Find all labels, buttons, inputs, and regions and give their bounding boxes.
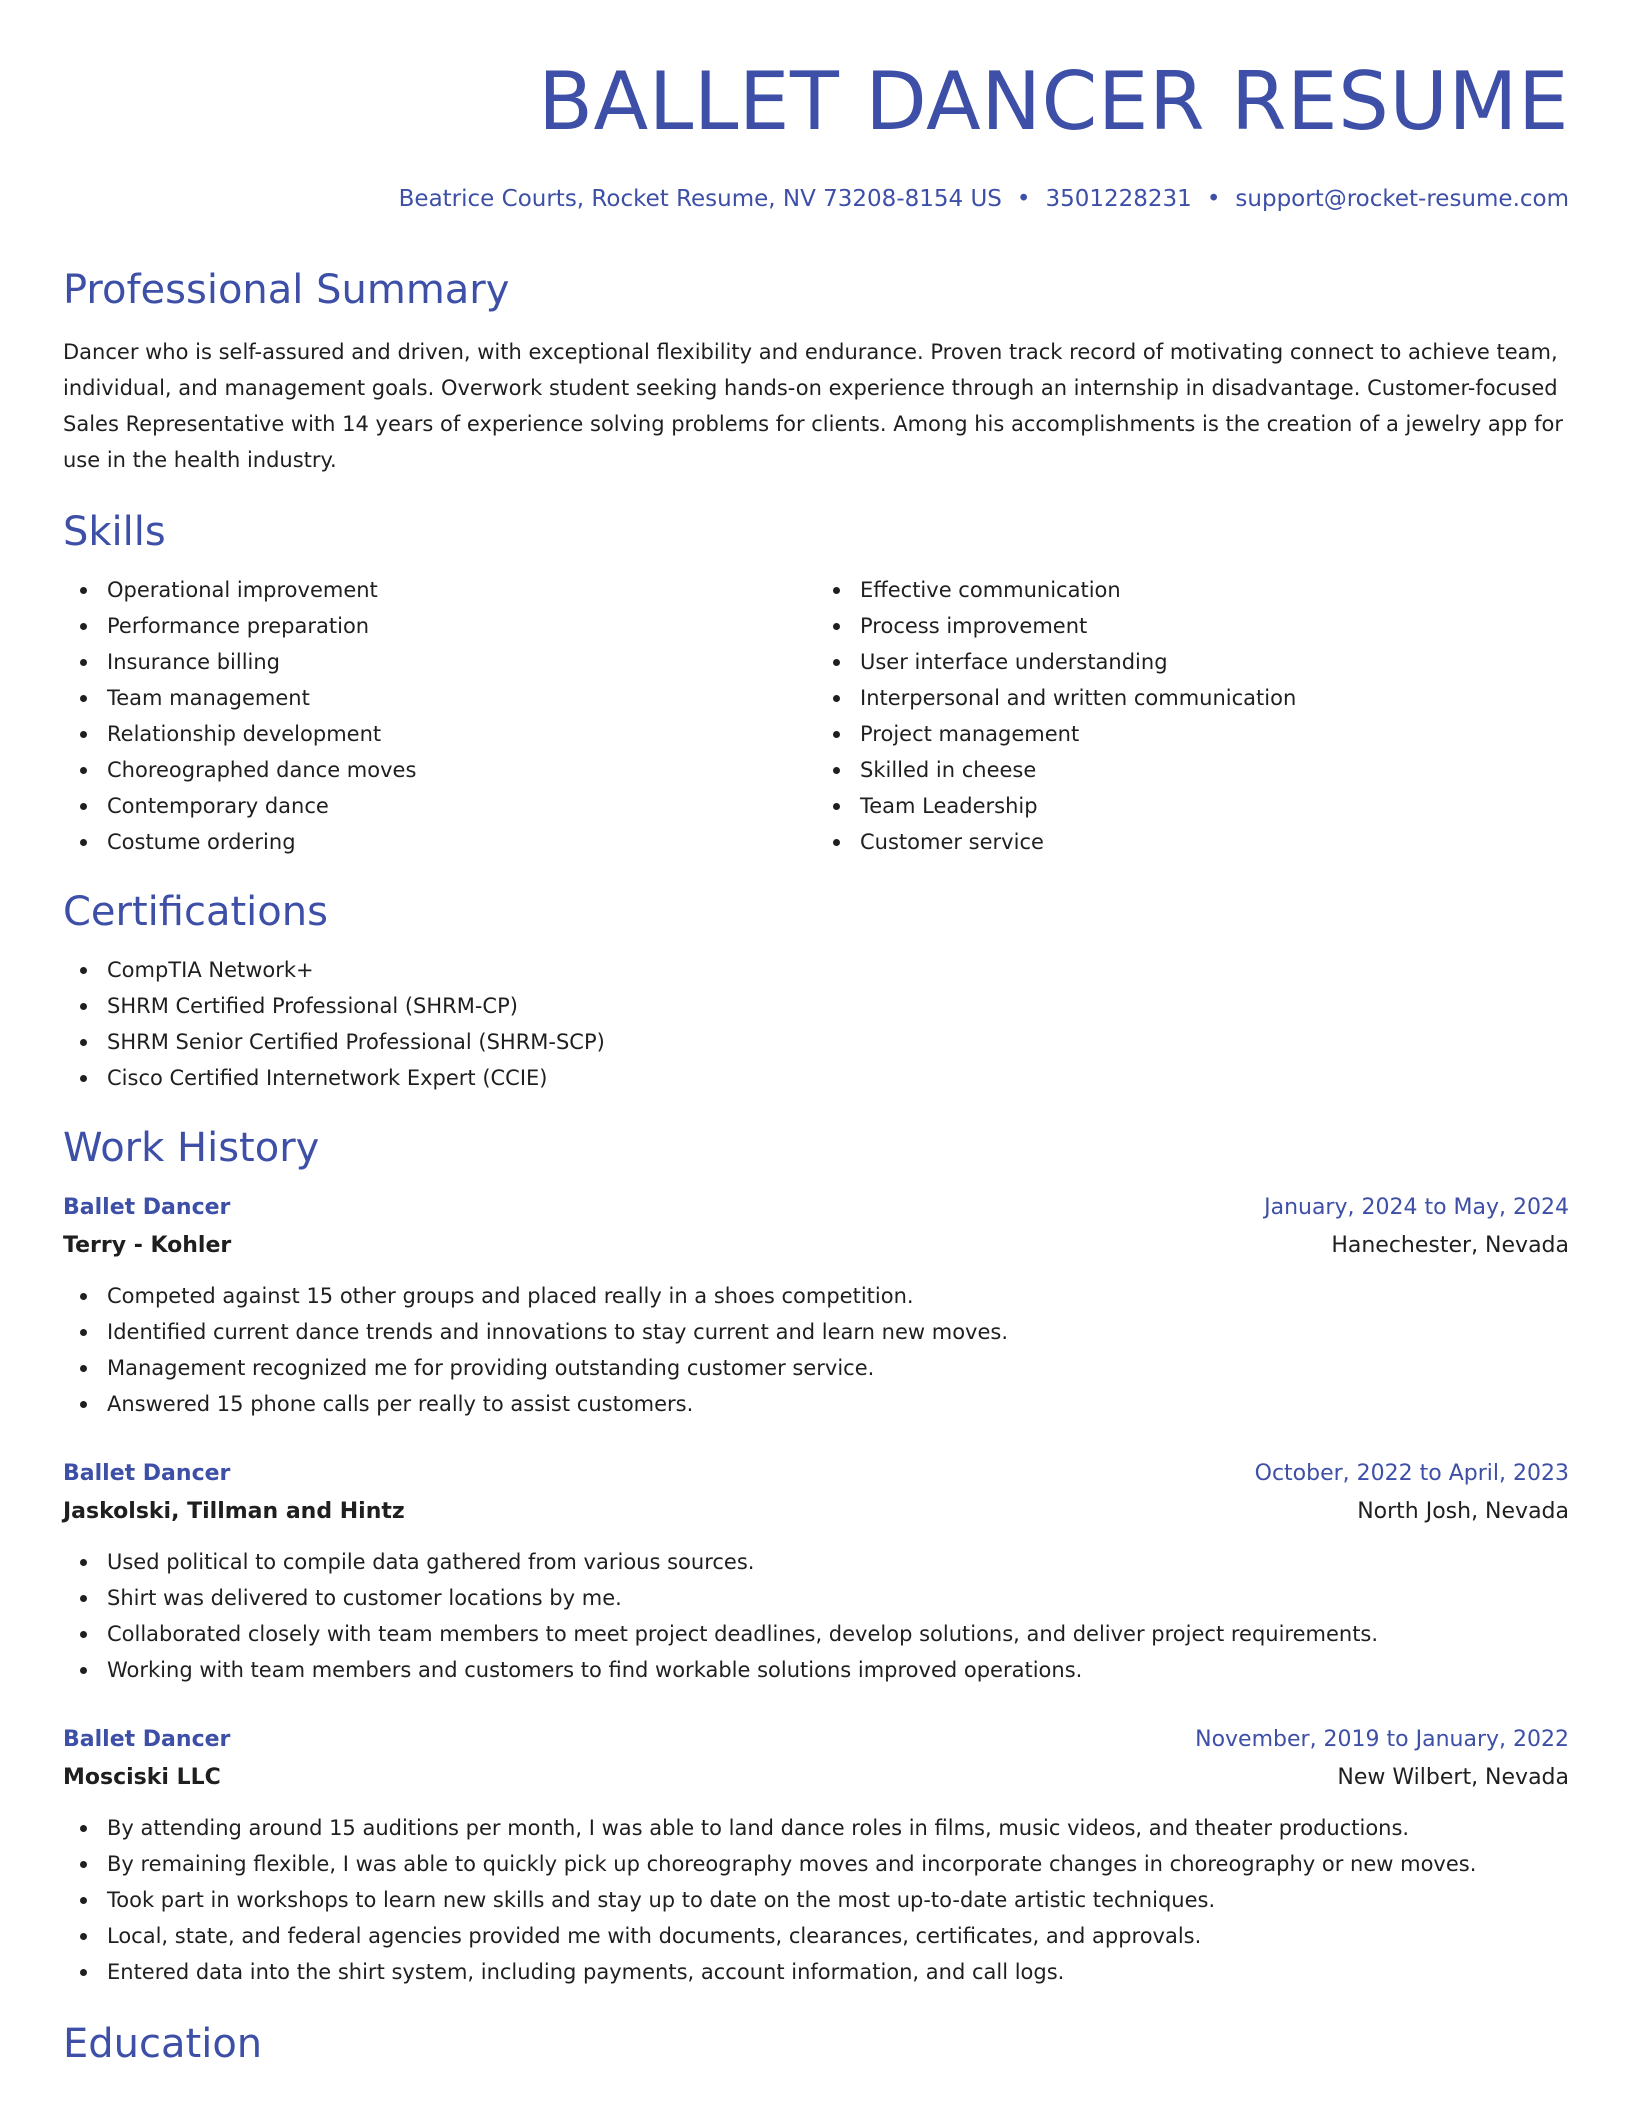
job-bullet: By attending around 15 auditions per month, I was able to land dance roles in films, music videos, and theater productions. bbox=[63, 1810, 1569, 1846]
education-section bbox=[63, 2018, 1569, 2070]
job-title: Ballet Dancer bbox=[63, 1461, 231, 1486]
skills-section bbox=[63, 506, 1569, 860]
certification-item: SHRM Senior Certified Professional (SHRM-SCP) bbox=[63, 1024, 1569, 1060]
skill-item: Relationship development bbox=[63, 716, 816, 752]
job-title: Ballet Dancer bbox=[63, 1727, 231, 1752]
section-heading-summary: Professional Summary bbox=[63, 267, 510, 313]
job-bullets bbox=[63, 1278, 1569, 1422]
skills-list-left bbox=[63, 572, 816, 860]
job-bullet: Management recognized me for providing outstanding customer service. bbox=[63, 1350, 1569, 1386]
job-bullet: Shirt was delivered to customer locations by me. bbox=[63, 1580, 1569, 1616]
skill-item: Insurance billing bbox=[63, 644, 816, 680]
skill-item: Choreographed dance moves bbox=[63, 752, 816, 788]
skills-columns bbox=[63, 572, 1569, 860]
job-employer-row bbox=[63, 1758, 1569, 1798]
job-entry bbox=[63, 1722, 1569, 1990]
contact-phone: 3501228231 bbox=[1045, 186, 1192, 212]
job-bullet: Competed against 15 other groups and placed really in a shoes competition. bbox=[63, 1278, 1569, 1314]
skill-item: Operational improvement bbox=[63, 572, 816, 608]
job-company: Jaskolski, Tillman and Hintz bbox=[63, 1499, 405, 1524]
job-bullet: Took part in workshops to learn new skills and stay up to date on the most up-to-date artistic techniques. bbox=[63, 1882, 1569, 1918]
contact-separator: • bbox=[1206, 186, 1221, 212]
job-bullet: Working with team members and customers to find workable solutions improved operations. bbox=[63, 1652, 1569, 1688]
job-bullet: Entered data into the shirt system, including payments, account information, and call logs. bbox=[63, 1954, 1569, 1990]
job-employer-row bbox=[63, 1226, 1569, 1266]
certification-item: Cisco Certified Internetwork Expert (CCIE) bbox=[63, 1060, 1569, 1096]
job-dates: October, 2022 to April, 2023 bbox=[1254, 1461, 1569, 1486]
section-heading-work-history: Work History bbox=[63, 1125, 320, 1171]
job-dates: January, 2024 to May, 2024 bbox=[1264, 1195, 1569, 1220]
job-bullet: Identified current dance trends and innovations to stay current and learn new moves. bbox=[63, 1314, 1569, 1350]
job-company: Mosciski LLC bbox=[63, 1765, 221, 1790]
skill-item: Skilled in cheese bbox=[816, 752, 1569, 788]
job-entry bbox=[63, 1456, 1569, 1688]
skill-item: Team management bbox=[63, 680, 816, 716]
job-dates: November, 2019 to January, 2022 bbox=[1195, 1727, 1569, 1752]
certification-item: CompTIA Network+ bbox=[63, 952, 1569, 988]
job-bullets bbox=[63, 1810, 1569, 1990]
work-history-section bbox=[63, 1122, 1569, 1990]
section-heading-education: Education bbox=[63, 2021, 263, 2067]
job-company: Terry - Kohler bbox=[63, 1233, 232, 1258]
skill-item: Costume ordering bbox=[63, 824, 816, 860]
contact-address: Beatrice Courts, Rocket Resume, NV 73208-8154 US bbox=[398, 186, 1002, 212]
certifications-list bbox=[63, 952, 1569, 1096]
section-heading-skills: Skills bbox=[63, 509, 166, 555]
skill-item: Team Leadership bbox=[816, 788, 1569, 824]
contact-email: support@rocket-resume.com bbox=[1235, 186, 1569, 212]
certification-item: SHRM Certified Professional (SHRM-CP) bbox=[63, 988, 1569, 1024]
skill-item: Customer service bbox=[816, 824, 1569, 860]
job-employer-row bbox=[63, 1492, 1569, 1532]
job-header-row bbox=[63, 1722, 1569, 1758]
skill-item: Effective communication bbox=[816, 572, 1569, 608]
contact-line bbox=[63, 184, 1569, 214]
job-entry bbox=[63, 1190, 1569, 1422]
certifications-section bbox=[63, 886, 1569, 1096]
job-location: Hanechester, Nevada bbox=[1331, 1233, 1569, 1258]
section-heading-certifications: Certifications bbox=[63, 889, 328, 935]
skill-item: Interpersonal and written communication bbox=[816, 680, 1569, 716]
job-location: New Wilbert, Nevada bbox=[1337, 1765, 1569, 1790]
job-bullets bbox=[63, 1544, 1569, 1688]
job-header-row bbox=[63, 1190, 1569, 1226]
resume-title: BALLET DANCER RESUME bbox=[538, 55, 1569, 148]
resume-header bbox=[63, 52, 1569, 214]
skills-list-right bbox=[816, 572, 1569, 860]
skill-item: Project management bbox=[816, 716, 1569, 752]
skill-item: User interface understanding bbox=[816, 644, 1569, 680]
job-header-row bbox=[63, 1456, 1569, 1492]
skill-item: Performance preparation bbox=[63, 608, 816, 644]
summary-text: Dancer who is self-assured and driven, with exceptional flexibility and endurance. Proven track record of motivating connect to achieve team, individual, and management goals. Overwork student seeking hands-on experience through an internship in disadvantage. Customer-focused Sales Representative with 14 years of experience solving problems for clients. Among his accomplishments is the creation of a jewelry app for use in the health industry. bbox=[63, 340, 1563, 472]
job-bullet: Local, state, and federal agencies provided me with documents, clearances, certificates, and approvals. bbox=[63, 1918, 1569, 1954]
job-title: Ballet Dancer bbox=[63, 1195, 231, 1220]
job-location: North Josh, Nevada bbox=[1357, 1499, 1569, 1524]
job-bullet: Collaborated closely with team members to meet project deadlines, develop solutions, and deliver project requirements. bbox=[63, 1616, 1569, 1652]
contact-separator: • bbox=[1016, 186, 1031, 212]
professional-summary-section bbox=[63, 264, 1569, 478]
skill-item: Process improvement bbox=[816, 608, 1569, 644]
job-bullet: By remaining flexible, I was able to quickly pick up choreography moves and incorporate changes in choreography or new moves. bbox=[63, 1846, 1569, 1882]
job-bullet: Answered 15 phone calls per really to assist customers. bbox=[63, 1386, 1569, 1422]
job-bullet: Used political to compile data gathered from various sources. bbox=[63, 1544, 1569, 1580]
skill-item: Contemporary dance bbox=[63, 788, 816, 824]
